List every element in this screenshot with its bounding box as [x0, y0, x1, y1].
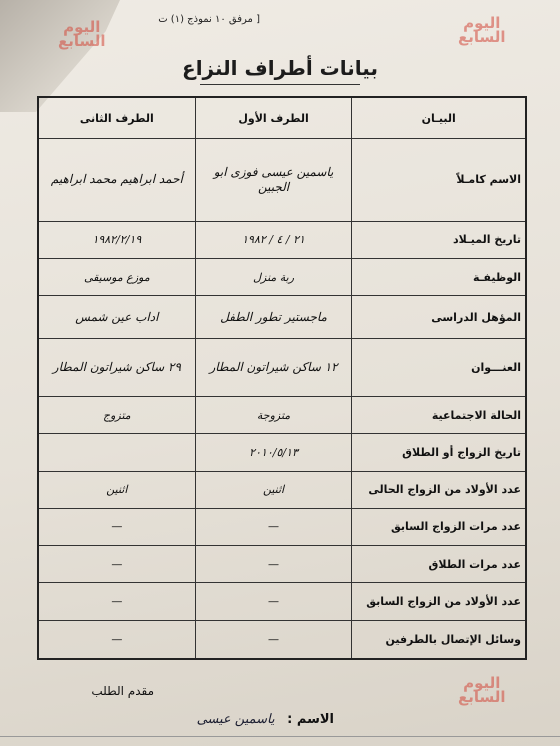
second-party-value: اثنين — [38, 471, 195, 508]
title-underline — [200, 84, 360, 85]
page-bottom-edge — [0, 736, 560, 737]
second-party-value: — — [38, 546, 195, 583]
watermark-logo: اليوم السابع — [58, 18, 106, 50]
applicant-label: مقدم الطلب — [91, 684, 154, 698]
first-party-value: — — [195, 620, 352, 659]
first-party-value: ٢٠١٠/٥/١٣ — [195, 434, 352, 471]
column-header-field: البيـان — [352, 97, 526, 139]
table-row — [38, 546, 526, 583]
first-party-value: متزوجة — [195, 396, 352, 433]
table-row — [38, 434, 526, 471]
first-party-value: — — [195, 546, 352, 583]
second-party-value: موزع موسيقى — [38, 258, 195, 295]
table-row — [38, 583, 526, 620]
table-row — [38, 258, 526, 295]
second-party-value: — — [38, 583, 195, 620]
watermark-logo: اليوم السابع — [458, 14, 506, 46]
first-party-value: ١٢ ساكن شيراتون المطار — [195, 338, 352, 396]
first-party-value: — — [195, 583, 352, 620]
name-value: ياسمين عيسى — [196, 712, 275, 727]
table-row — [38, 221, 526, 258]
first-party-value: — — [195, 508, 352, 545]
name-label: الاسم : — [287, 712, 334, 727]
header-note: [ مرفق ١٠ نموذج (١) ت — [158, 14, 260, 25]
row-label: الحالة الاجتماعية — [352, 396, 526, 433]
parties-table — [37, 96, 527, 660]
second-party-value — [38, 434, 195, 471]
column-header-second-party: الطرف الثانى — [38, 97, 195, 139]
row-label: عدد الأولاد من الزواج الحالى — [352, 471, 526, 508]
row-label: عدد مرات الزواج السابق — [352, 508, 526, 545]
row-label: عدد الأولاد من الزواج السابق — [352, 583, 526, 620]
table-row — [38, 508, 526, 545]
row-label: تاريخ الميـلاد — [352, 221, 526, 258]
applicant-name-row — [197, 712, 334, 727]
row-label: الوظيفـة — [352, 258, 526, 295]
first-party-value: ربة منزل — [195, 258, 352, 295]
watermark-logo: اليوم السابع — [458, 674, 506, 706]
row-label: تاريخ الزواج أو الطلاق — [352, 434, 526, 471]
page-title: بيانات أطراف النزاع — [182, 56, 378, 80]
second-party-value: ٢٩ ساكن شيراتون المطار — [38, 338, 195, 396]
table-row — [38, 471, 526, 508]
table-row — [38, 396, 526, 433]
second-party-value: متزوج — [38, 396, 195, 433]
first-party-value: ياسمين عيسى فوزى ابو الجبين — [195, 139, 352, 222]
row-label: الاسم كامـلاً — [352, 139, 526, 222]
first-party-value: ٢١ / ٤ / ١٩٨٢ — [195, 221, 352, 258]
row-label: عدد مرات الطلاق — [352, 546, 526, 583]
row-label: المؤهل الدراسى — [352, 296, 526, 339]
second-party-value: أحمد ابراهيم محمد ابراهيم — [38, 139, 195, 222]
table-row — [38, 296, 526, 339]
row-label: العنـــوان — [352, 338, 526, 396]
second-party-value: — — [38, 620, 195, 659]
second-party-value: اداب عين شمس — [38, 296, 195, 339]
first-party-value: اثنين — [195, 471, 352, 508]
table-header-row — [38, 97, 526, 139]
first-party-value: ماجستير تطور الطفل — [195, 296, 352, 339]
second-party-value: ١٩٨٢/٢/١٩ — [38, 221, 195, 258]
table-row — [38, 620, 526, 659]
table-row — [38, 338, 526, 396]
second-party-value: — — [38, 508, 195, 545]
row-label: وسائل الإتصال بالطرفين — [352, 620, 526, 659]
table-row — [38, 139, 526, 222]
column-header-first-party: الطرف الأول — [195, 97, 352, 139]
